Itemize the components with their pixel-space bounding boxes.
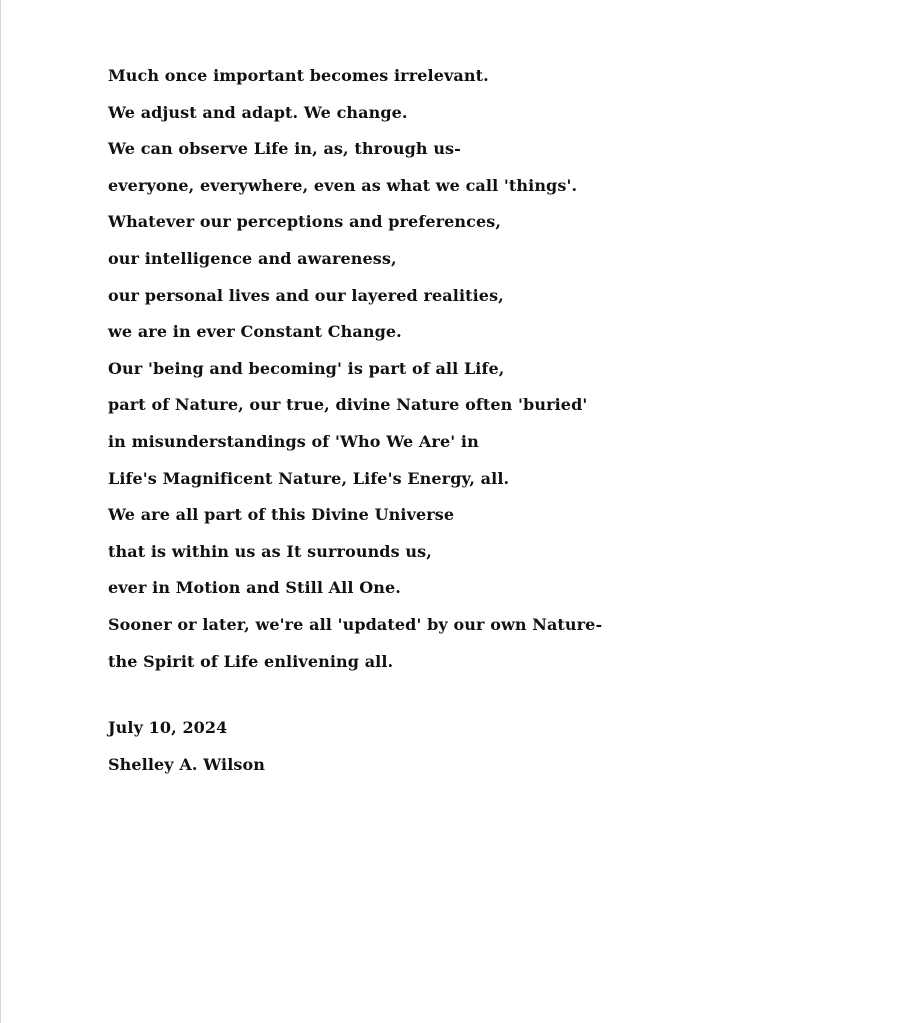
- poem-line: Much once important becomes irrelevant.: [108, 66, 489, 85]
- signature-block: [108, 710, 265, 783]
- poem-line: everyone, everywhere, even as what we call 'things'.: [108, 175, 578, 195]
- poem-line: part of Nature, our true, divine Nature often 'buried': [108, 395, 588, 415]
- poem-line: our personal lives and our layered realities,: [108, 285, 504, 305]
- poem-line: We are all part of this Divine Universe: [108, 505, 455, 525]
- poem-line: our intelligence and awareness,: [108, 248, 397, 268]
- author-name: Shelley A. Wilson: [108, 754, 265, 774]
- poem-date: July 10, 2024: [108, 718, 228, 737]
- poem-line: ever in Motion and Still All One.: [108, 578, 401, 598]
- poem-line: Sooner or later, we're all 'updated' by our own Nature-: [108, 614, 603, 634]
- poem-line: Whatever our perceptions and preferences,: [108, 212, 502, 232]
- poem-line: Life's Magnificent Nature, Life's Energy, all.: [108, 468, 510, 488]
- poem-line: Our 'being and becoming' is part of all Life,: [108, 358, 505, 378]
- poem-line: that is within us as It surrounds us,: [108, 541, 432, 561]
- poem-line: We adjust and adapt. We change.: [108, 102, 408, 122]
- poem-line: We can observe Life in, as, through us-: [108, 139, 461, 159]
- poem-line: in misunderstandings of 'Who We Are' in: [108, 431, 479, 451]
- poem-body: [108, 58, 602, 680]
- poem-line: we are in ever Constant Change.: [108, 322, 402, 342]
- poem-line: the Spirit of Life enlivening all.: [108, 651, 394, 671]
